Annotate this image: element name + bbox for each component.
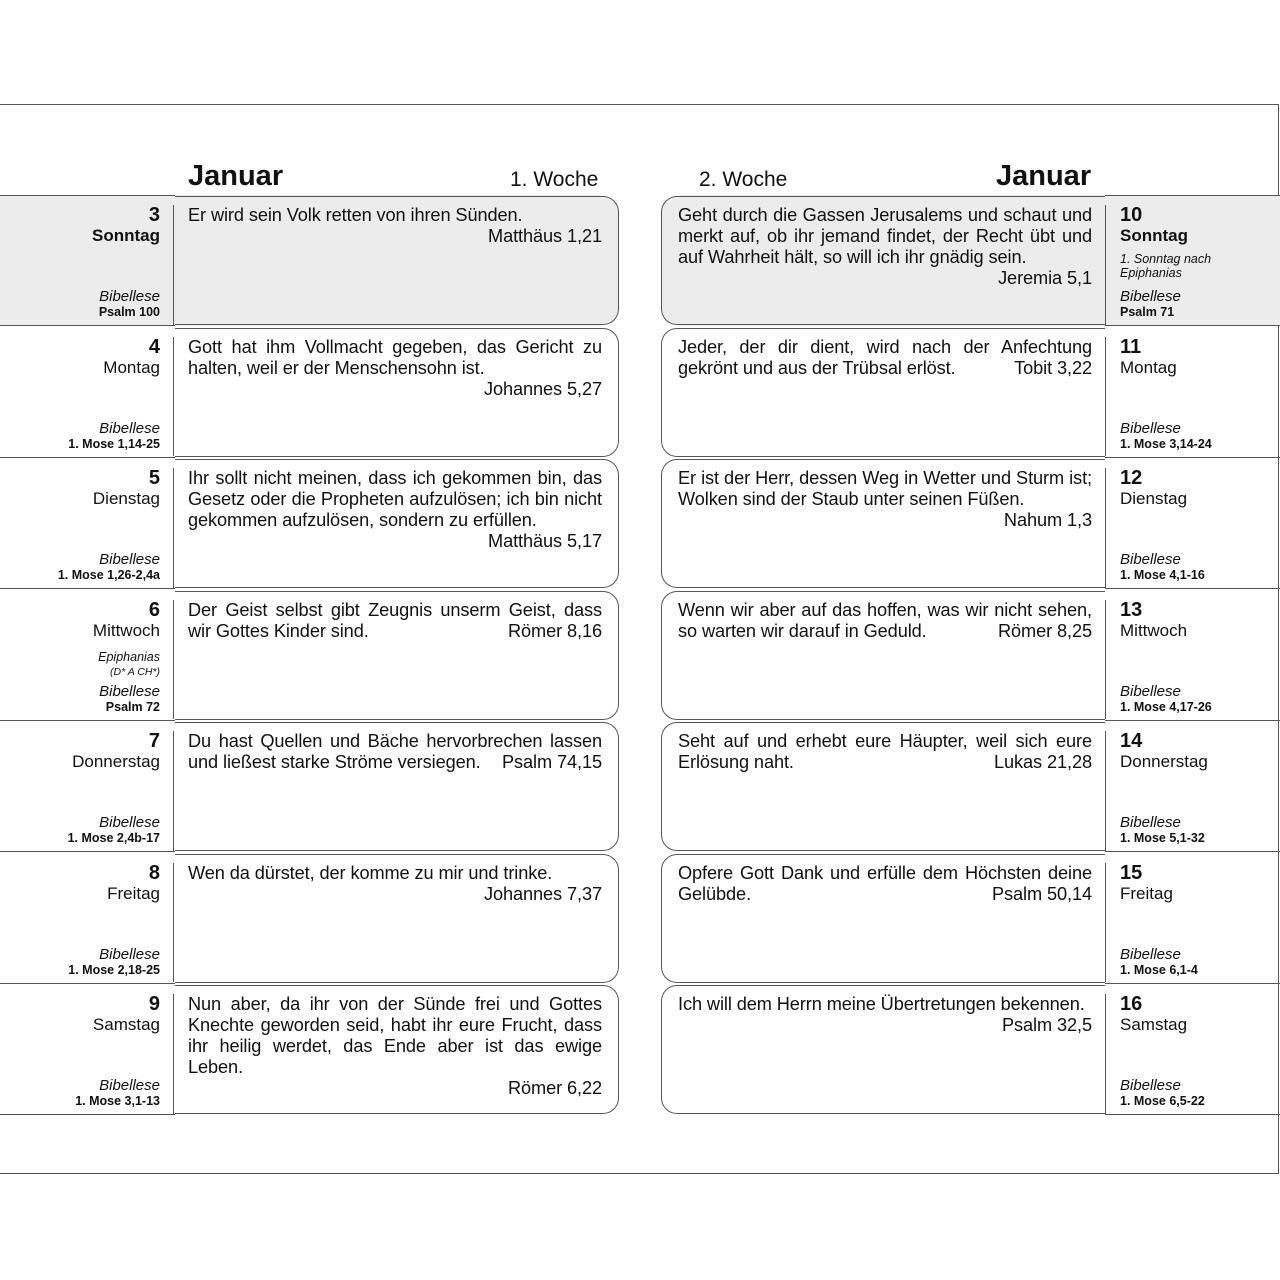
weekday-name: Freitag <box>107 883 160 903</box>
day-number: 4 <box>148 335 160 358</box>
bible-reading-reference: 1. Mose 1,26-2,4a <box>57 568 160 582</box>
left-top-rule <box>0 195 175 196</box>
weekday-name: Dienstag <box>1120 489 1188 508</box>
verse-text: Opfere Gott Dank und erfülle dem Höchsten deine Gelübde. <box>678 862 1092 904</box>
day-number: 13 <box>1120 598 1143 621</box>
verse-reference: Psalm 32,5 <box>1002 1015 1092 1035</box>
verse-reference: Nahum 1,3 <box>1003 510 1092 530</box>
daily-verse <box>188 994 602 1099</box>
day-column-divider <box>1105 600 1106 720</box>
bible-reading-reference: 1. Mose 4,17-26 <box>1120 699 1212 714</box>
day-info <box>0 327 160 458</box>
bible-reading-label: Bibellese <box>99 814 160 831</box>
day-number: 7 <box>148 730 160 752</box>
bible-reading-reference: 1. Mose 3,14-24 <box>1120 436 1212 451</box>
day-info <box>0 853 160 984</box>
left-week-label: 1. Woche <box>510 168 599 191</box>
bible-reading-label: Bibellese <box>1120 682 1181 700</box>
day-column-divider <box>173 731 174 851</box>
weekday-name: Dienstag <box>92 489 160 508</box>
bible-reading-label: Bibellese <box>99 945 160 963</box>
feast-region-note: (D* A CH*) <box>110 665 160 678</box>
bible-reading-label: Bibellese <box>1120 1077 1181 1094</box>
day-number: 14 <box>1120 730 1143 752</box>
verse-text: Seht auf und erhebt eure Häupter, weil sich eure Erlösung naht. <box>678 731 1092 772</box>
weekday-name: Montag <box>1120 357 1177 377</box>
verse-text: Er ist der Herr, dessen Weg in Wetter und Sturm ist; Wolken sind der Staub unter seinen Füßen. <box>678 468 1092 509</box>
verse-reference: Tobit 3,22 <box>1014 357 1092 378</box>
verse-text: Geht durch die Gassen Jerusalems und schaut und merkt auf, ob ihr jemand findet, der Recht übt und auf Wahrheit hält, so will ich ihr gnädig sein. <box>678 205 1092 267</box>
day-column-divider <box>1105 731 1106 851</box>
daily-verse <box>188 205 602 247</box>
day-info <box>1120 327 1270 458</box>
weekday-name: Samstag <box>1120 1015 1188 1034</box>
verse-text: Ich will dem Herrn meine Übertretungen bekennen. <box>678 994 1085 1014</box>
daily-verse <box>678 994 1092 1036</box>
day-info <box>0 458 160 589</box>
daily-verse <box>678 731 1092 773</box>
day-info <box>1120 590 1270 721</box>
verse-text: Nun aber, da ihr von der Sünde frei und Gottes Knechte geworden seid, habt ihr eure Frucht, dass ihr heilig werdet, das Ende aber ist das ewige Leben. <box>188 994 602 1077</box>
weekday-name: Sonntag <box>92 226 160 245</box>
daily-verse <box>678 337 1092 379</box>
weekday-name: Mittwoch <box>92 620 160 640</box>
verse-text: Der Geist selbst gibt Zeugnis unserm Geist, dass wir Gottes Kinder sind. <box>188 599 602 641</box>
day-column-divider <box>1105 468 1106 588</box>
bible-reading-reference: Psalm 71 <box>1120 305 1175 319</box>
verse-text: Gott hat ihm Vollmacht gegeben, das Gericht zu halten, weil er der Menschensohn ist. <box>188 336 602 378</box>
bible-reading-reference: 1. Mose 4,1-16 <box>1120 568 1205 582</box>
bible-reading-reference: 1. Mose 6,1-4 <box>1120 962 1198 977</box>
bible-reading-label: Bibellese <box>99 1077 160 1094</box>
day-info <box>0 590 160 721</box>
verse-reference: Johannes 5,27 <box>483 378 602 399</box>
daily-verse <box>678 468 1092 531</box>
verse-reference: Römer 8,16 <box>507 620 602 641</box>
day-number: 16 <box>1120 993 1143 1015</box>
weekday-name: Samstag <box>92 1015 160 1034</box>
day-column-divider <box>173 863 174 983</box>
day-number: 10 <box>1120 204 1143 226</box>
bible-reading-label: Bibellese <box>99 551 160 568</box>
bible-reading-label: Bibellese <box>1120 288 1181 305</box>
bible-reading-label: Bibellese <box>1120 945 1181 963</box>
right-top-rule <box>1105 195 1280 196</box>
verse-reference: Johannes 7,37 <box>483 883 602 904</box>
daily-verse <box>678 863 1092 905</box>
day-column-divider <box>173 205 174 325</box>
day-column-divider <box>173 337 174 457</box>
bible-reading-reference: 1. Mose 2,4b-17 <box>67 831 160 845</box>
day-column-divider <box>1105 994 1106 1114</box>
daily-verse <box>188 863 602 905</box>
bible-reading-reference: Psalm 72 <box>105 699 160 714</box>
bible-reading-label: Bibellese <box>99 682 160 700</box>
bible-reading-reference: 1. Mose 6,5-22 <box>1120 1094 1205 1108</box>
weekday-name: Montag <box>103 357 160 377</box>
right-month-title: Januar <box>996 160 1092 192</box>
bible-reading-label: Bibellese <box>99 288 160 305</box>
day-info <box>1120 721 1270 852</box>
verse-text: Wen da dürstet, der komme zu mir und trinke. <box>188 862 553 883</box>
daily-verse <box>678 600 1092 642</box>
day-number: 15 <box>1120 861 1143 884</box>
day-info <box>1120 853 1270 984</box>
daily-verse <box>188 337 602 400</box>
day-number: 8 <box>148 861 160 884</box>
day-column-divider <box>173 468 174 588</box>
day-info <box>1120 984 1270 1115</box>
daily-verse <box>188 468 602 552</box>
verse-reference: Psalm 50,14 <box>992 883 1092 904</box>
daily-verse <box>188 731 602 773</box>
verse-reference: Jeremia 5,1 <box>998 268 1092 288</box>
day-column-divider <box>1105 205 1106 325</box>
verse-reference: Lukas 21,28 <box>994 752 1092 772</box>
verse-reference: Matthäus 1,21 <box>488 226 602 246</box>
verse-text: Er wird sein Volk retten von ihren Sünden. <box>188 205 523 225</box>
day-info <box>0 721 160 852</box>
day-column-divider <box>173 994 174 1114</box>
day-number: 9 <box>148 993 160 1015</box>
bible-reading-label: Bibellese <box>1120 419 1181 437</box>
weekday-name: Freitag <box>1120 883 1173 903</box>
bible-reading-reference: 1. Mose 5,1-32 <box>1120 831 1205 845</box>
bible-reading-reference: Psalm 100 <box>98 305 160 319</box>
day-number: 5 <box>148 467 160 489</box>
bible-reading-label: Bibellese <box>1120 814 1181 831</box>
verse-reference: Römer 6,22 <box>507 1078 602 1098</box>
left-month-title: Januar <box>188 160 284 192</box>
day-number: 3 <box>148 204 160 226</box>
day-number: 6 <box>148 598 160 621</box>
verse-reference: Matthäus 5,17 <box>488 531 602 551</box>
bible-reading-label: Bibellese <box>1120 551 1181 568</box>
weekday-name: Donnerstag <box>1120 752 1208 771</box>
day-info <box>1120 195 1270 326</box>
verse-text: Wenn wir aber auf das hoffen, was wir nicht sehen, so warten wir darauf in Geduld. <box>678 599 1092 641</box>
day-info <box>0 195 160 326</box>
daily-verse <box>188 600 602 642</box>
day-info <box>1120 458 1270 589</box>
bible-reading-label: Bibellese <box>99 419 160 437</box>
day-column-divider <box>173 600 174 720</box>
right-week-label: 2. Woche <box>699 168 788 191</box>
day-column-divider <box>1105 337 1106 457</box>
bible-reading-reference: 1. Mose 1,14-25 <box>68 436 160 451</box>
daily-verse <box>678 205 1092 289</box>
feast-note: Epiphanias <box>98 649 160 664</box>
day-info <box>0 984 160 1115</box>
day-column-divider <box>1105 863 1106 983</box>
weekday-name: Donnerstag <box>72 752 160 771</box>
bible-reading-reference: 1. Mose 3,1-13 <box>75 1094 160 1108</box>
day-number: 12 <box>1120 467 1143 489</box>
verse-reference: Römer 8,25 <box>997 620 1092 641</box>
weekday-name: Mittwoch <box>1120 620 1188 640</box>
weekday-name: Sonntag <box>1120 226 1188 245</box>
feast-note: 1. Sonntag nach Epiphanias <box>1120 252 1212 280</box>
verse-text: Ihr sollt nicht meinen, dass ich gekommen bin, das Gesetz oder die Propheten aufzulösen; ich bin nicht gekommen aufzulösen, sondern zu erfüllen. <box>188 468 602 530</box>
verse-text: Jeder, der dir dient, wird nach der Anfechtung gekrönt und aus der Trübsal erlöst. <box>678 336 1092 378</box>
bible-reading-reference: 1. Mose 2,18-25 <box>68 962 160 977</box>
verse-reference: Psalm 74,15 <box>502 752 602 772</box>
day-number: 11 <box>1120 335 1142 358</box>
verse-text: Du hast Quellen und Bäche hervorbrechen lassen und ließest starke Ströme versiegen. <box>188 731 602 772</box>
